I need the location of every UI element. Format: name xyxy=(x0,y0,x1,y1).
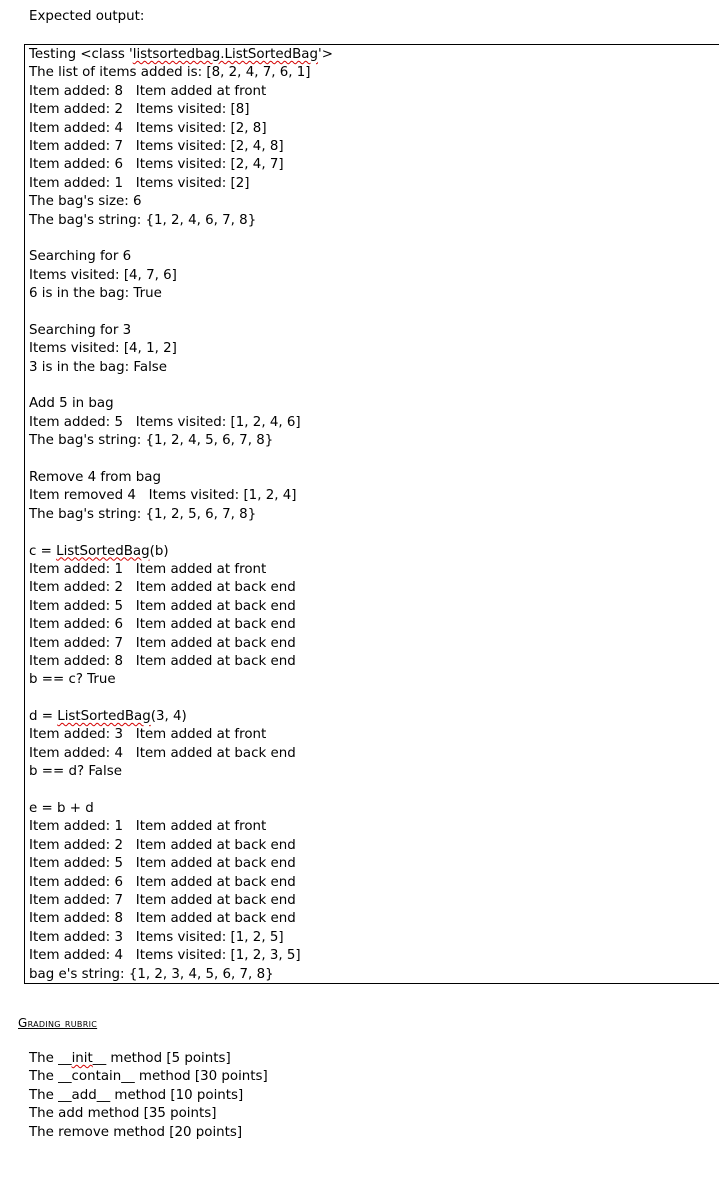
line-text: Item added: 5 Items visited: [1, 2, 4, 6] xyxy=(29,414,301,430)
line-text: Remove 4 from bag xyxy=(29,469,161,485)
line-text: The remove method [20 points] xyxy=(29,1124,243,1140)
spellcheck-flagged-text: init xyxy=(71,1051,93,1066)
output-line xyxy=(29,248,333,266)
output-line xyxy=(29,745,333,763)
line-text: Item removed 4 Items visited: [1, 2, 4] xyxy=(29,488,297,504)
line-text: b == d? False xyxy=(29,764,122,780)
output-line xyxy=(29,892,333,910)
output-line xyxy=(29,800,333,818)
line-text: d = xyxy=(29,709,58,725)
line-text: The __ xyxy=(29,1051,72,1066)
line-text: Item added: 8 Item added at back end xyxy=(29,653,296,669)
grading-rubric-title: Grading rubric xyxy=(18,1016,98,1030)
line-text: e = b + d xyxy=(29,801,94,817)
line-text: (b) xyxy=(149,543,169,559)
output-line xyxy=(29,212,333,230)
spellcheck-flagged-text: ListSortedBag xyxy=(57,709,151,725)
line-text: Searching for 3 xyxy=(29,322,132,338)
rubric-item xyxy=(29,1068,268,1086)
output-line xyxy=(29,322,333,340)
line-text: The bag's string: {1, 2, 4, 5, 6, 7, 8} xyxy=(29,433,274,449)
rubric-item xyxy=(29,1124,268,1142)
output-line xyxy=(29,64,333,82)
line-text: Item added: 7 Item added at back end xyxy=(29,635,296,651)
line-text: Item added: 4 Items visited: [1, 2, 3, 5] xyxy=(29,948,301,964)
output-line xyxy=(29,929,333,947)
line-text: The add method [35 points] xyxy=(29,1106,217,1122)
line-text: Item added: 8 Item added at front xyxy=(29,83,267,99)
line-text: __ method [5 points] xyxy=(92,1051,231,1066)
line-text: Item added: 6 Item added at back end xyxy=(29,617,296,633)
output-line xyxy=(29,561,333,579)
line-text: Items visited: [4, 7, 6] xyxy=(29,267,177,283)
output-line xyxy=(29,524,333,542)
line-text: Testing <class ' xyxy=(29,47,133,62)
line-text: Item added: 3 Items visited: [1, 2, 5] xyxy=(29,929,284,945)
output-line xyxy=(29,579,333,597)
output-line xyxy=(29,947,333,965)
line-text: The list of items added is: [8, 2, 4, 7, 6, 1] xyxy=(29,65,311,81)
output-line xyxy=(29,763,333,781)
output-line xyxy=(29,120,333,138)
output-line xyxy=(29,855,333,873)
output-line xyxy=(29,726,333,744)
expected-output-heading: Expected output: xyxy=(29,9,145,24)
spellcheck-flagged-text: ListSortedBag xyxy=(56,543,150,559)
line-text: The bag's string: {1, 2, 4, 6, 7, 8} xyxy=(29,212,257,228)
line-text: c = xyxy=(29,543,57,559)
output-line xyxy=(29,837,333,855)
line-text: b == c? True xyxy=(29,672,116,688)
output-line xyxy=(29,101,333,119)
line-text: Item added: 7 Items visited: [2, 4, 8] xyxy=(29,138,284,154)
rubric-item xyxy=(29,1087,268,1105)
line-text: Item added: 7 Item added at back end xyxy=(29,892,296,908)
output-line xyxy=(29,543,333,561)
output-line xyxy=(29,83,333,101)
output-line xyxy=(29,451,333,469)
rubric-item xyxy=(29,1050,268,1068)
line-text: The __add__ method [10 points] xyxy=(29,1087,244,1103)
grading-rubric-list xyxy=(29,1050,268,1142)
output-line xyxy=(29,874,333,892)
line-text: '> xyxy=(318,47,333,62)
output-line xyxy=(29,395,333,413)
output-lines xyxy=(29,46,333,984)
line-text: Item added: 4 Items visited: [2, 8] xyxy=(29,120,267,136)
output-line xyxy=(29,414,333,432)
line-text: (3, 4) xyxy=(150,709,187,725)
output-line xyxy=(29,175,333,193)
output-line xyxy=(29,818,333,836)
line-text: Item added: 1 Items visited: [2] xyxy=(29,175,250,191)
output-line xyxy=(29,46,333,64)
output-line xyxy=(29,966,333,984)
line-text: 3 is in the bag: False xyxy=(29,359,168,375)
line-text: The bag's size: 6 xyxy=(29,194,142,210)
output-line xyxy=(29,193,333,211)
line-text: Add 5 in bag xyxy=(29,396,114,412)
output-line xyxy=(29,267,333,285)
line-text: bag e's string: {1, 2, 3, 4, 5, 6, 7, 8} xyxy=(29,966,274,982)
expected-output-box xyxy=(24,44,719,984)
output-line xyxy=(29,616,333,634)
line-text: Item added: 4 Item added at back end xyxy=(29,745,296,761)
line-text: Item added: 6 Items visited: [2, 4, 7] xyxy=(29,157,284,173)
output-line xyxy=(29,671,333,689)
output-line xyxy=(29,910,333,928)
line-text: Searching for 6 xyxy=(29,249,132,265)
line-text: Item added: 1 Item added at front xyxy=(29,561,267,577)
line-text: Item added: 6 Item added at back end xyxy=(29,874,296,890)
line-text: Items visited: [4, 1, 2] xyxy=(29,341,177,357)
output-line xyxy=(29,506,333,524)
output-line xyxy=(29,487,333,505)
line-text: Item added: 5 Item added at back end xyxy=(29,856,296,872)
spellcheck-flagged-text: listsortedbag.ListSortedBag xyxy=(132,47,319,62)
line-text: Item added: 5 Item added at back end xyxy=(29,598,296,614)
output-line xyxy=(29,653,333,671)
output-line xyxy=(29,635,333,653)
line-text: 6 is in the bag: True xyxy=(29,286,162,302)
line-text: Item added: 2 Item added at back end xyxy=(29,580,296,596)
line-text: Item added: 3 Item added at front xyxy=(29,727,267,743)
line-text: Item added: 8 Item added at back end xyxy=(29,911,296,927)
rubric-item xyxy=(29,1105,268,1123)
output-line xyxy=(29,230,333,248)
line-text: Item added: 2 Items visited: [8] xyxy=(29,102,250,118)
line-text: Item added: 1 Item added at front xyxy=(29,819,267,835)
output-line xyxy=(29,285,333,303)
output-line xyxy=(29,303,333,321)
output-line xyxy=(29,469,333,487)
line-text: Item added: 2 Item added at back end xyxy=(29,837,296,853)
output-line xyxy=(29,432,333,450)
output-line xyxy=(29,377,333,395)
output-line xyxy=(29,156,333,174)
line-text: The bag's string: {1, 2, 5, 6, 7, 8} xyxy=(29,506,257,522)
output-line xyxy=(29,359,333,377)
output-line xyxy=(29,340,333,358)
output-line xyxy=(29,598,333,616)
output-line xyxy=(29,782,333,800)
output-line xyxy=(29,690,333,708)
output-line xyxy=(29,708,333,726)
output-line xyxy=(29,138,333,156)
line-text: The __contain__ method [30 points] xyxy=(29,1069,268,1085)
